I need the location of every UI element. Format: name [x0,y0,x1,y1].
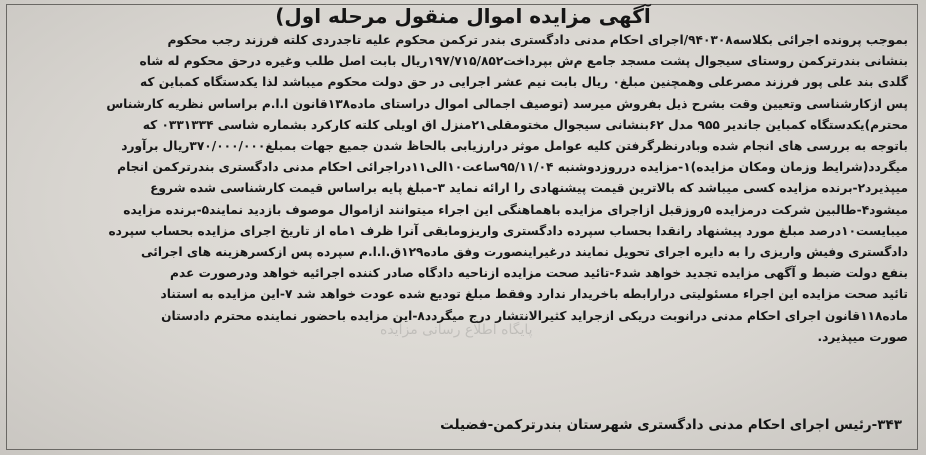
notice-line: میگردد(شرایط وزمان ومکان مزایده)۱-مزایده درروزدوشنبه ۹۵/۱۱/۰۴ساعت۱۰الی۱۱دراجرائی احکام مدنی دادگستری بندرترکمن انجام [117,160,908,175]
notice-line: تائید صحت مزایده این اجراء مسئولیتی درارابطه باخریدار ندارد وفقط مبلغ تودیع شده عودت خواهد شد ۷-این مزایده به استناد [160,287,908,302]
watermark-text: پایگاه اطلاع رسانی مزایده [380,322,533,338]
notice-line: میشود۴-طالبین شرکت درمزایده ۵روزقبل ازاجرای مزایده باهماهنگی این اجراء میتوانند ازاموال موصوف بازدید نمایند۵-برنده مزایده [123,202,908,217]
notice-line: باتوجه به بررسی های انجام شده وبادرنظرگرفتن کلیه عوامل موثر درارزیابی بالحاظ شدن جمیع جهات بمبلغ۳۷۰/۰۰۰/۰۰۰ریال برآورد [121,139,908,154]
notice-line: گلدی بند علی پور فرزند مصرعلی وهمچنین مبلغ۰ ریال بابت نیم عشر اجرایی در حق دولت محکوم میباشد لذا یکدستگاه کمباین که [140,75,908,90]
notice-line: دادگستری وفیش واریزی را به دایره اجرای تحویل نمایند درغیراینصورت وفق ماده۱۲۹ق.ا.ا.م سپرده پس ازکسرهزینه های اجرائی [140,245,908,260]
notice-signature: ۳۴۳-رئیس اجرای احکام مدنی دادگستری شهرستان بندرترکمن-فضیلت [440,417,902,433]
notice-body [18,30,908,348]
notice-line: بنشانی بندرترکمن روستای سیجوال پشت مسجد جامع م‌ش بپرداخت۱۹۷/۷۱۵/۸۵۲ریال بابت اصل طلب وغیره درحق محکوم له شاه [139,54,908,69]
notice-line: صورت میپذیرد. [817,329,908,344]
notice-line: میپذیرد۲-برنده مزایده کسی میباشد که بالاترین قیمت پیشنهادی را ارائه نماید ۳-مبلغ پایه براساس قیمت کارشناسی شده شروع [150,181,908,196]
notice-line: محترم)یکدستگاه کمباین جاندیر ۹۵۵ مدل ۶۲بنشانی سیجوال مختومقلی۲۱منزل اق اویلی کلته کارکرد بشماره شاسی ۰۳۳۱۳۳۴ که [142,117,908,132]
notice-line: بنفع دولت ضبط و آگهی مزایده تجدید خواهد شد۶-تائید صحت مزایده ازناحیه دادگاه صادر کننده اجرائیه خواهد ودرصورت عدم [170,266,908,281]
notice-line: میبایست۱۰درصد مبلغ مورد پیشنهاد رانقدا بحساب سپرده دادگستری واریزومابقی آنرا ظرف ۱ماه از تاریخ اجرای مزایده بحساب سپرده [108,223,908,238]
notice-line: پس ازکارشناسی وتعیین وقت بشرح ذیل بفروش میرسد (توصیف اجمالی اموال دراستای ماده۱۳۸قانون ا.ا.م براساس نظریه کارشناس [106,96,908,111]
notice-line: بموجب پرونده اجرائی بکلاسه۹۴۰۳۰۸/اجرای احکام مدنی دادگستری بندر ترکمن محکوم علیه تاجدردی کلته فرزند رجب محکوم [167,33,908,47]
notice-title: آگهی مزایده اموال منقول مرحله اول) [275,4,651,28]
notice-line: ماده۱۱۸قانون اجرای احکام مدنی درانوبت دریکی ازجراید کثیرالانتشار درج میگردد۸-این مزایده باحضور نماینده محترم دادستان [161,308,908,323]
